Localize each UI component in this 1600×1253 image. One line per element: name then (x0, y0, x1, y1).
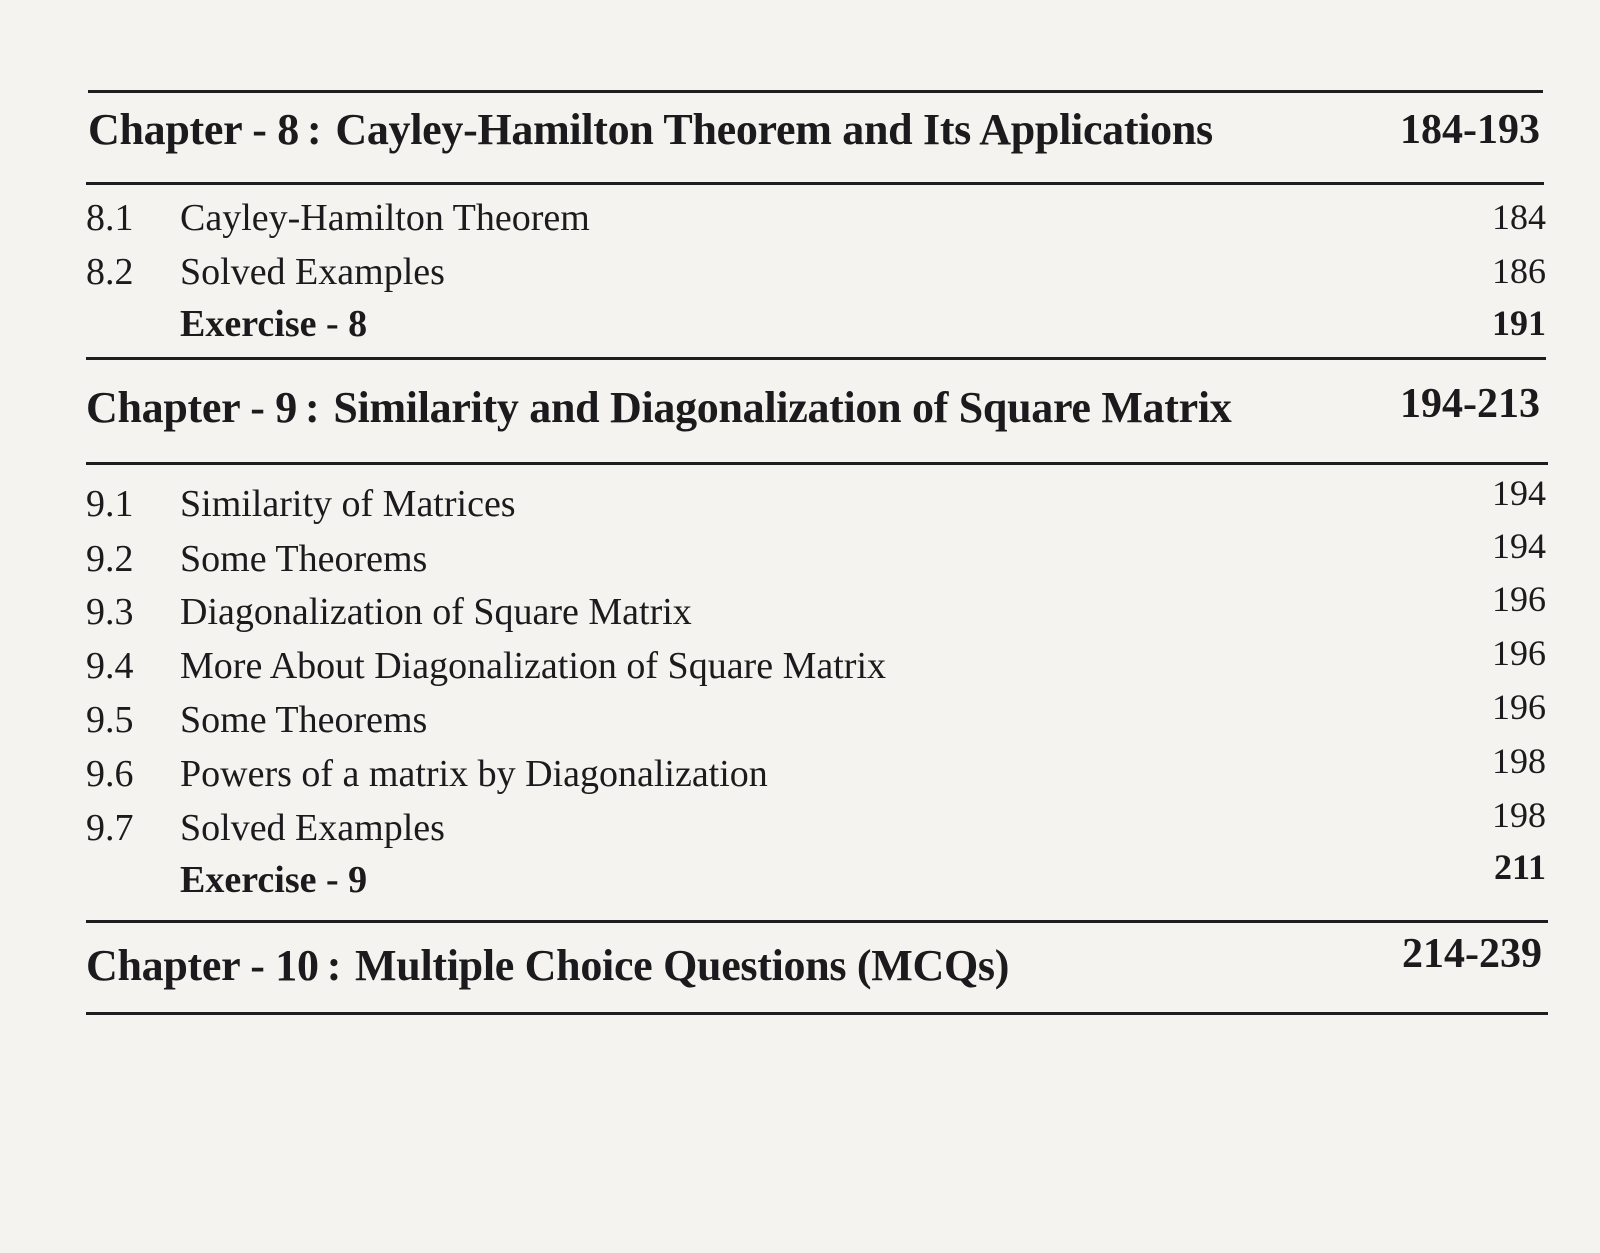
toc-row (86, 579, 1546, 640)
section-title: Some Theorems (180, 538, 428, 580)
toc-row (86, 196, 1546, 246)
section-title: Similarity of Matrices (180, 483, 516, 525)
section-page: 211 (1493, 847, 1546, 887)
toc-row (86, 795, 1546, 856)
section-number: 9.2 (86, 538, 134, 580)
section-number: 9.7 (86, 807, 134, 849)
section-title: Diagonalization of Square Matrix (180, 591, 692, 633)
rule-chapter-9 (86, 462, 1548, 465)
section-page: 198 (1492, 795, 1546, 835)
chapter-9-pages: 194-213 (1400, 381, 1540, 427)
section-number: 9.6 (86, 753, 134, 795)
section-page: 196 (1492, 633, 1546, 673)
rule-top (88, 90, 1543, 93)
section-number: 8.1 (86, 197, 134, 239)
section-number: 9.5 (86, 699, 134, 741)
section-page: 184 (1492, 197, 1546, 237)
section-number: 9.3 (86, 591, 134, 633)
toc-row (86, 633, 1546, 694)
section-page: 186 (1492, 251, 1546, 291)
section-title: Solved Examples (180, 251, 445, 293)
chapter-10-title: Multiple Choice Questions (MCQs) (355, 941, 1010, 990)
toc-row (86, 473, 1546, 532)
section-number: 8.2 (86, 251, 134, 293)
toc-row (86, 687, 1546, 748)
chapter-8-heading: Chapter - 8 : Cayley-Hamilton Theorem and Its Applications (88, 105, 1213, 154)
section-page: 196 (1492, 687, 1546, 727)
toc-row (86, 302, 1546, 352)
toc-row (86, 847, 1546, 908)
section-page: 196 (1492, 579, 1546, 619)
section-number: 9.1 (86, 483, 134, 525)
section-page: 191 (1492, 303, 1546, 343)
chapter-10-heading: Chapter - 10 : Multiple Choice Questions (MCQs) (86, 941, 1010, 990)
section-page: 194 (1492, 526, 1546, 566)
section-page: 198 (1492, 741, 1546, 781)
chapter-8-title: Cayley-Hamilton Theorem and Its Applications (335, 105, 1213, 154)
rule-bottom (86, 1012, 1548, 1015)
section-number: 9.4 (86, 645, 134, 687)
section-title: Cayley-Hamilton Theorem (180, 197, 590, 239)
chapter-10-pages: 214-239 (1402, 931, 1542, 977)
section-title: Some Theorems (180, 699, 428, 741)
chapter-10-number: Chapter - 10 (86, 941, 319, 990)
chapter-9-number: Chapter - 9 (86, 383, 297, 432)
section-page: 194 (1492, 473, 1546, 513)
rule-chapter-10-top (86, 920, 1548, 923)
chapter-9-title: Similarity and Diagonalization of Square Matrix (333, 383, 1232, 432)
toc-row (86, 250, 1546, 300)
chapter-9-heading: Chapter - 9 : Similarity and Diagonalization of Square Matrix (86, 383, 1232, 432)
rule-chapter-8 (86, 182, 1544, 185)
chapter-8-number: Chapter - 8 (88, 105, 299, 154)
rule-chapter-9-top (86, 357, 1546, 360)
toc-row (86, 741, 1546, 802)
chapter-8-pages: 184-193 (1400, 107, 1540, 153)
toc-row (86, 526, 1546, 587)
exercise-title: Exercise - 8 (180, 303, 368, 345)
section-title: Powers of a matrix by Diagonalization (180, 753, 768, 795)
section-title: More About Diagonalization of Square Matrix (180, 645, 887, 687)
exercise-title: Exercise - 9 (180, 859, 368, 901)
section-title: Solved Examples (180, 807, 445, 849)
